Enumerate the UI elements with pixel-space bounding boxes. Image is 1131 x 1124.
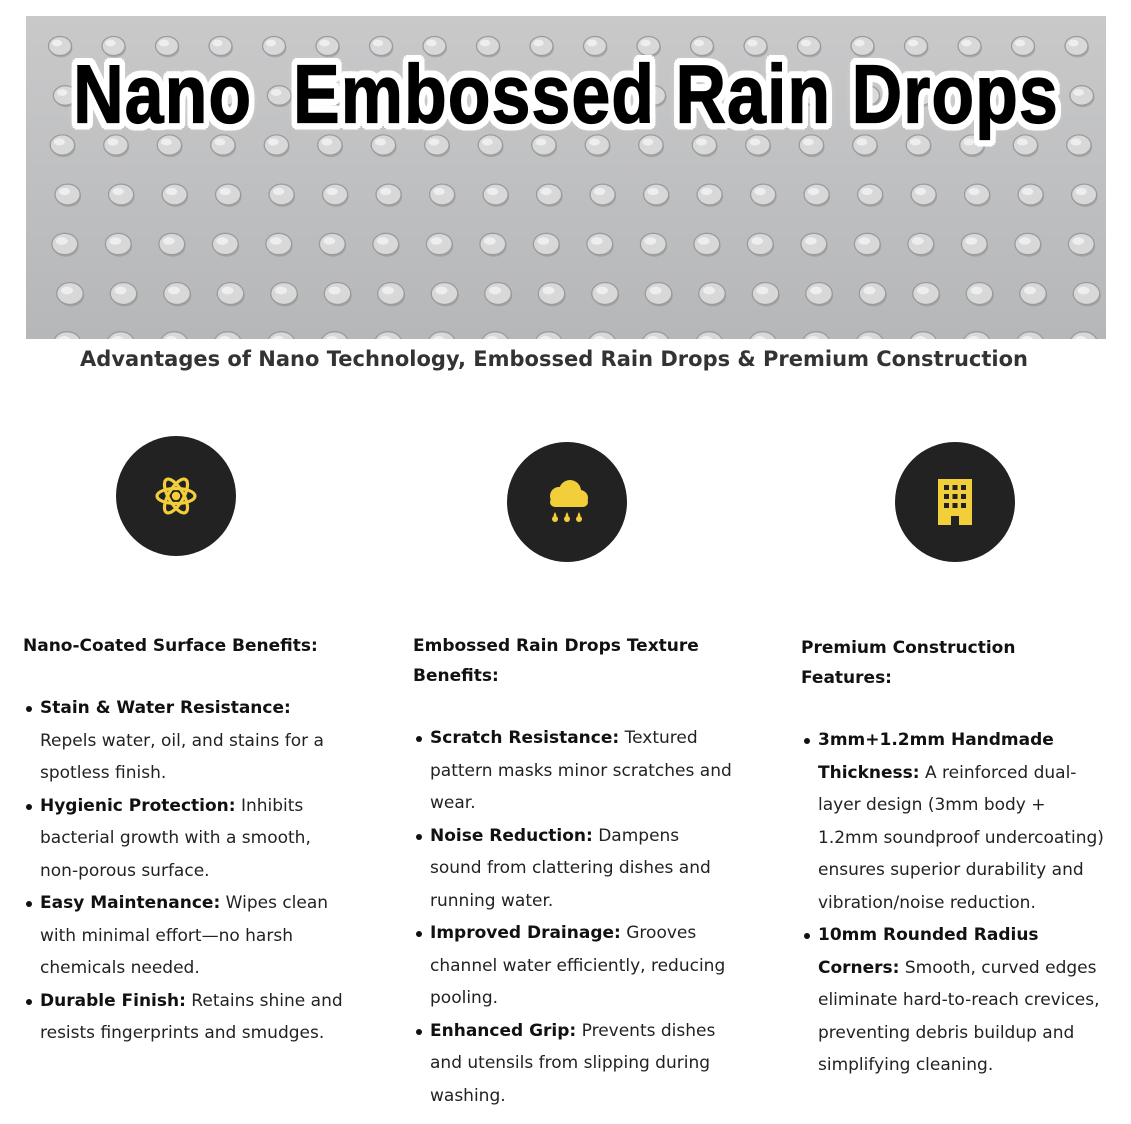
benefits-list: [23, 692, 343, 1050]
list-item: [40, 887, 343, 985]
list-item: [430, 1015, 733, 1113]
hero-banner: [26, 16, 1106, 339]
item-text: Repels water, oil, and stains for a spotless finish.: [40, 730, 324, 783]
features-list: [801, 724, 1111, 1082]
item-text: Smooth, curved edges eliminate hard-to-reach crevices, preventing debris buildup and simplifying cleaning.: [818, 957, 1100, 1075]
texture-benefits-column: [413, 631, 733, 1112]
section-subtitle: Advantages of Nano Technology, Embossed Rain Drops & Premium Construction: [80, 347, 1028, 371]
item-text: Wipes clean with minimal effort—no harsh chemicals needed.: [40, 893, 329, 978]
benefits-list: [413, 722, 733, 1112]
list-item: [40, 790, 343, 888]
item-title: 3mm+1.2mm Handmade Thickness:: [818, 730, 1054, 783]
item-title: Hygienic Protection:: [40, 795, 236, 816]
banner-title: Nano Embossed Rain Drops: [73, 47, 1059, 141]
item-text: Prevents dishes and utensils from slipping during washing.: [430, 1020, 716, 1106]
list-item: [40, 692, 343, 790]
item-text: Inhibits bacterial growth with a smooth, non-porous surface.: [40, 795, 311, 881]
item-title: Durable Finish:: [40, 990, 186, 1011]
construction-icon-badge: [895, 442, 1015, 562]
item-title: Easy Maintenance:: [40, 893, 221, 913]
item-title: Scratch Resistance:: [430, 728, 620, 748]
construction-features-column: [801, 633, 1111, 1082]
list-item: [430, 722, 733, 820]
rain-drops-icon-badge: [507, 442, 627, 562]
item-title: 10mm Rounded Radius Corners:: [818, 925, 1039, 978]
item-title: Enhanced Grip:: [430, 1020, 577, 1041]
item-text: A reinforced dual-layer design (3mm body + 1.2mm soundproof undercoating) ensures superior durability and vibration/noise reduction.: [818, 762, 1104, 913]
nano-benefits-column: [23, 631, 343, 1050]
item-title: Stain & Water Resistance:: [40, 698, 291, 718]
column-heading: Nano-Coated Surface Benefits:: [23, 636, 318, 656]
nano-icon-badge: [116, 436, 236, 556]
item-text: Dampens sound from clattering dishes and running water.: [430, 825, 711, 911]
rain-cloud-icon: [542, 478, 592, 526]
item-text: Retains shine and resists fingerprints and smudges.: [40, 990, 343, 1043]
item-text: Grooves channel water efficiently, reducing pooling.: [430, 923, 726, 1008]
list-item: [430, 820, 733, 918]
building-icon: [935, 479, 975, 525]
list-item: [430, 917, 733, 1015]
list-item: [818, 724, 1111, 919]
item-text: Textured pattern masks minor scratches and wear.: [430, 728, 732, 813]
item-title: Noise Reduction:: [430, 825, 593, 846]
column-heading: Premium Construction Features:: [801, 638, 1016, 688]
column-heading: Embossed Rain Drops Texture Benefits:: [413, 636, 699, 686]
list-item: [40, 985, 343, 1050]
atom-icon: [154, 474, 198, 518]
item-title: Improved Drainage:: [430, 923, 621, 943]
list-item: [818, 919, 1111, 1082]
